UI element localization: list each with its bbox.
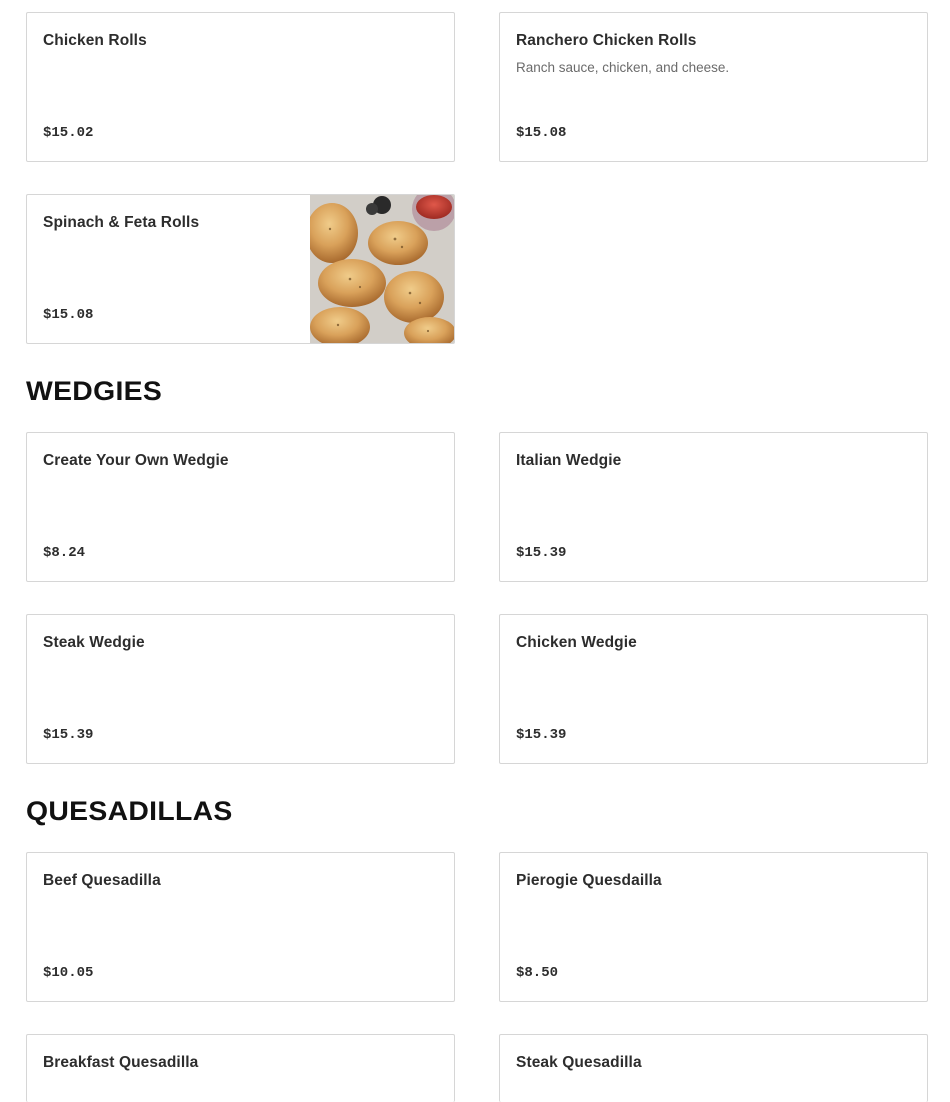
menu-item-description: Ranch sauce, chicken, and cheese. <box>516 60 730 75</box>
menu-item-price: $15.39 <box>516 545 567 561</box>
menu-item-card-spinach-feta-rolls[interactable] <box>26 194 455 344</box>
menu-item-name: Breakfast Quesadilla <box>43 1054 199 1071</box>
menu-item-card-steak-wedgie[interactable] <box>26 614 455 764</box>
menu-item-card-breakfast-quesadilla[interactable] <box>26 1034 455 1102</box>
menu-item-price: $15.08 <box>43 307 94 323</box>
menu-item-name: Create Your Own Wedgie <box>43 452 229 469</box>
menu-item-price: $15.02 <box>43 125 94 141</box>
menu-item-card-italian-wedgie[interactable] <box>499 432 928 582</box>
menu-item-name: Steak Wedgie <box>43 634 145 651</box>
menu-item-card-steak-quesadilla[interactable] <box>499 1034 928 1102</box>
menu-item-name: Chicken Wedgie <box>516 634 637 651</box>
menu-item-price: $15.08 <box>516 125 567 141</box>
menu-item-name: Ranchero Chicken Rolls <box>516 32 697 49</box>
menu-item-card-pierogie-quesadilla[interactable] <box>499 852 928 1002</box>
menu-item-card-beef-quesadilla[interactable] <box>26 852 455 1002</box>
menu-item-card-create-your-own-wedgie[interactable] <box>26 432 455 582</box>
menu-item-card-ranchero-chicken-rolls[interactable] <box>499 12 928 162</box>
menu-item-name: Beef Quesadilla <box>43 872 161 889</box>
menu-item-price: $8.24 <box>43 545 86 561</box>
food-photo-image <box>310 195 454 343</box>
menu-item-name: Steak Quesadilla <box>516 1054 642 1071</box>
menu-item-card-chicken-wedgie[interactable] <box>499 614 928 764</box>
menu-item-name: Italian Wedgie <box>516 452 622 469</box>
menu-item-name: Pierogie Quesdailla <box>516 872 662 889</box>
section-title-quesadillas: QUESADILLAS <box>26 796 233 826</box>
menu-item-price: $15.39 <box>43 727 94 743</box>
menu-item-name: Chicken Rolls <box>43 32 147 49</box>
section-title-wedgies: WEDGIES <box>26 376 163 406</box>
menu-item-name: Spinach & Feta Rolls <box>43 214 200 231</box>
menu-item-card-chicken-rolls[interactable] <box>26 12 455 162</box>
menu-item-price: $10.05 <box>43 965 94 981</box>
menu-item-price: $8.50 <box>516 965 559 981</box>
menu-item-price: $15.39 <box>516 727 567 743</box>
